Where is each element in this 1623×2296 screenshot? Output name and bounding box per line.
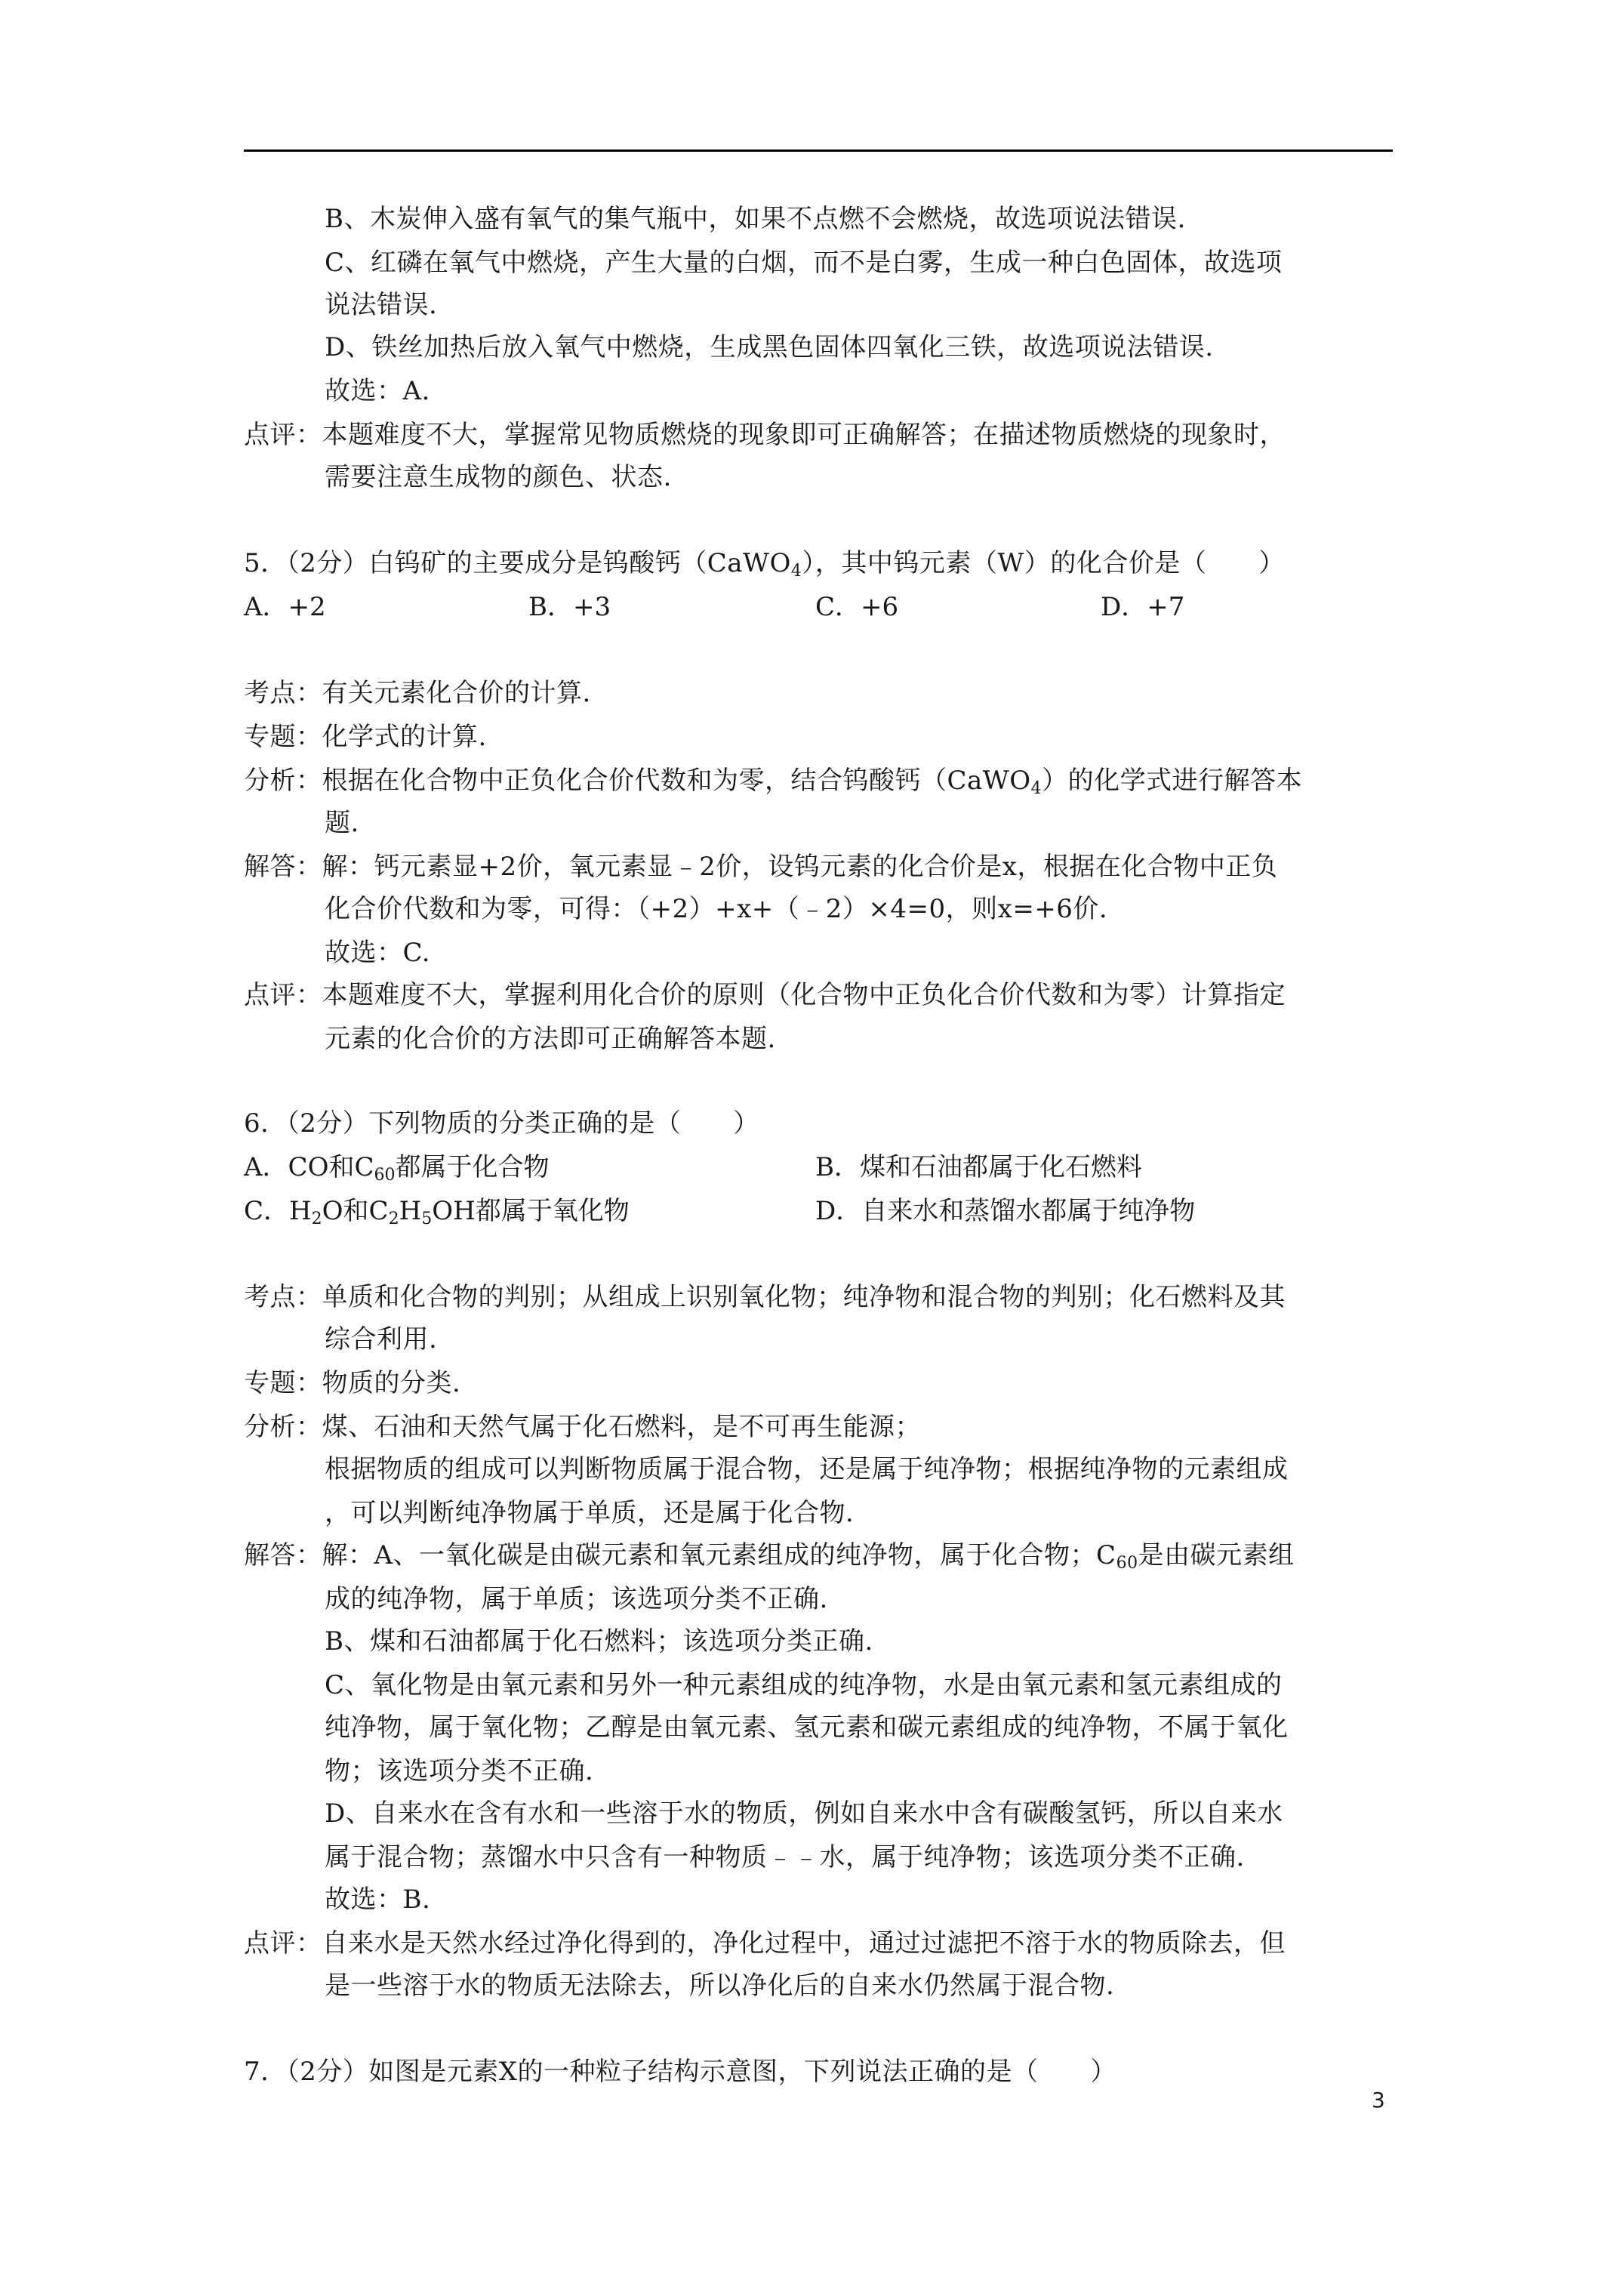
q5-review: 点评：本题难度不大，掌握利用化合价的原则（化合物中正负化合价代数和为零）计算指定 xyxy=(244,980,1286,1010)
q5-answer: 故选：C. xyxy=(325,938,431,968)
q6-solution: 解答：解：A、一氧化碳是由碳元素和氧元素组成的纯净物，属于化合物；$C_{60}$是由碳元素组 xyxy=(244,1540,1295,1573)
q6-solution-2: 成的纯净物，属于单质；该选项分类不正确. xyxy=(325,1584,828,1614)
q5-analysis-cont: 题. xyxy=(325,808,359,838)
prev-option-c-explanation: C、红磷在氧气中燃烧，产生大量的白烟，而不是白雾，生成一种白色固体，故选项 xyxy=(325,248,1283,278)
q6-solution-8: 属于混合物；蒸馏水中只含有一种物质﹣﹣水，属于纯净物；该选项分类不正确. xyxy=(325,1842,1245,1872)
q6-option-a: A．CO和$C_{60}$都属于化合物 xyxy=(244,1152,550,1185)
q5-solution-cont: 化合价代数和为零，可得：（+2）+x+（﹣2）×4=0，则x=+6价. xyxy=(325,894,1108,924)
q6-answer: 故选：B. xyxy=(325,1885,431,1915)
q5-zhuanti: 专题：化学式的计算. xyxy=(244,722,487,752)
page-number: 3 xyxy=(1372,2088,1385,2113)
prev-option-b-explanation: B、木炭伸入盛有氧气的集气瓶中，如果不点燃不会燃烧，故选项说法错误. xyxy=(325,204,1186,234)
prev-option-d-explanation: D、铁丝加热后放入氧气中燃烧，生成黑色固体四氧化三铁，故选项说法错误. xyxy=(325,332,1214,362)
q5-review-cont: 元素的化合价的方法即可正确解答本题. xyxy=(325,1024,776,1054)
q5-analysis: 分析：根据在化合物中正负化合价代数和为零，结合钨酸钙（CaWO$_4$）的化学式进行解答本 xyxy=(244,766,1303,798)
q6-solution-5: 纯净物，属于氧化物；乙醇是由氧元素、氢元素和碳元素组成的纯净物，不属于氧化 xyxy=(325,1712,1289,1743)
q7-stem: 7．（2分）如图是元素X的一种粒子结构示意图，下列说法正确的是（ ） xyxy=(244,2057,1116,2087)
q6-kaodian-cont: 综合利用. xyxy=(325,1324,438,1354)
q5-option-c: C．+6 xyxy=(815,592,899,622)
q6-kaodian: 考点：单质和化合物的判别；从组成上识别氧化物；纯净物和混合物的判别；化石燃料及其 xyxy=(244,1282,1286,1312)
q6-option-b: B．煤和石油都属于化石燃料 xyxy=(815,1152,1142,1182)
q6-solution-4: C、氧化物是由氧元素和另外一种元素组成的纯净物，水是由氧元素和氢元素组成的 xyxy=(325,1670,1283,1700)
q6-analysis-cont: 根据物质的组成可以判断物质属于混合物，还是属于纯净物；根据纯净物的元素组成 xyxy=(325,1454,1289,1484)
q6-analysis: 分析：煤、石油和天然气属于化石燃料，是不可再生能源； xyxy=(244,1412,921,1442)
q6-option-c: C．$H_2O$和$C_2H_5OH$都属于氧化物 xyxy=(244,1196,630,1228)
q6-stem: 6．（2分）下列物质的分类正确的是（ ） xyxy=(244,1108,759,1139)
q6-review: 点评：自来水是天然水经过净化得到的，净化过程中，通过过滤把不溶于水的物质除去，但 xyxy=(244,1928,1286,1959)
prev-review: 点评：本题难度不大，掌握常见物质燃烧的现象即可正确解答；在描述物质燃烧的现象时， xyxy=(244,420,1286,450)
q6-analysis-cont2: ，可以判断纯净物属于单质，还是属于化合物. xyxy=(325,1498,855,1528)
header-rule xyxy=(244,149,1393,152)
q5-kaodian: 考点：有关元素化合价的计算. xyxy=(244,678,591,708)
prev-review-cont: 需要注意生成物的颜色、状态. xyxy=(325,462,672,492)
q5-solution: 解答：解：钙元素显+2价，氧元素显﹣2价，设钨元素的化合价是x，根据在化合物中正负 xyxy=(244,852,1278,882)
prev-option-c-explanation-cont: 说法错误. xyxy=(325,290,438,320)
prev-answer: 故选：A. xyxy=(325,376,430,406)
q5-option-b: B．+3 xyxy=(528,592,611,622)
q5-option-d: D．+7 xyxy=(1101,592,1185,622)
q6-review-cont: 是一些溶于水的物质无法除去，所以净化后的自来水仍然属于混合物. xyxy=(325,1971,1115,2001)
q5-stem: 5．（2分）白钨矿的主要成分是钨酸钙（CaWO$_4$），其中钨元素（W）的化合价是（ ） xyxy=(244,548,1285,581)
q6-solution-7: D、自来水在含有水和一些溶于水的物质，例如自来水中含有碳酸氢钙，所以自来水 xyxy=(325,1798,1283,1829)
q6-solution-6: 物；该选项分类不正确. xyxy=(325,1756,594,1786)
q6-zhuanti: 专题：物质的分类. xyxy=(244,1368,461,1398)
q6-solution-3: B、煤和石油都属于化石燃料；该选项分类正确. xyxy=(325,1626,873,1657)
q5-option-a: A．+2 xyxy=(244,592,326,622)
q6-option-d: D．自来水和蒸馏水都属于纯净物 xyxy=(815,1196,1196,1226)
